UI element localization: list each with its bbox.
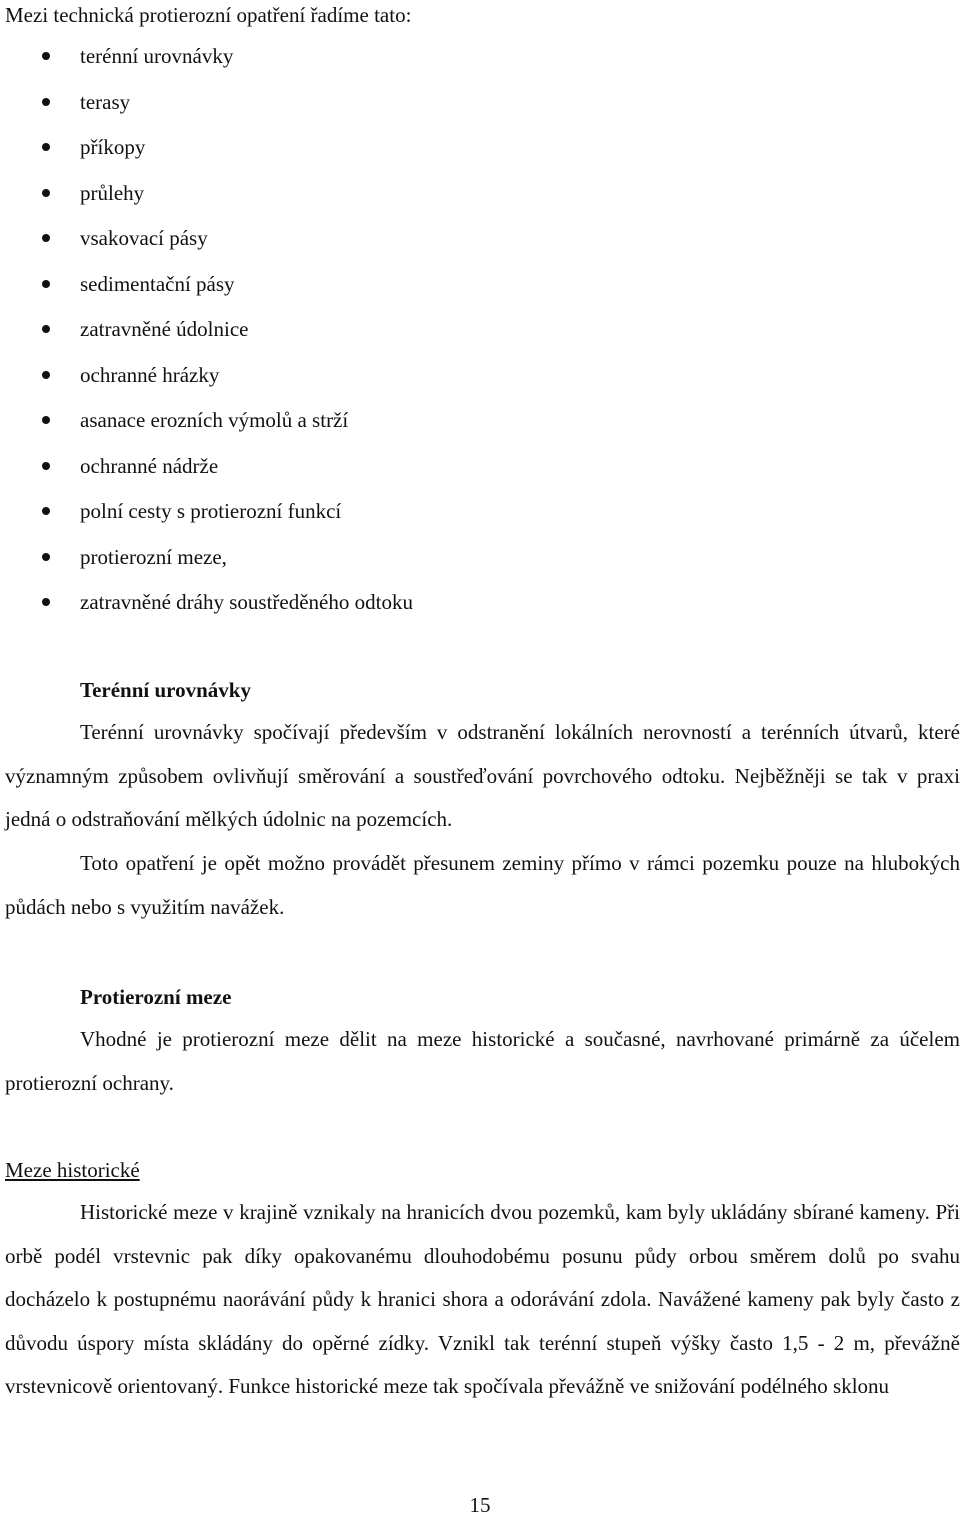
intro-text: Mezi technická protierozní opatření řadíme tato: (5, 3, 412, 27)
bullet-icon (42, 143, 50, 151)
bullet-icon (42, 598, 50, 606)
list-item: příkopy (0, 134, 413, 180)
measures-list (0, 43, 413, 635)
bullet-icon (42, 280, 50, 288)
list-item: sedimentační pásy (0, 271, 413, 317)
list-item: vsakovací pásy (0, 225, 413, 271)
bullet-icon (42, 234, 50, 242)
bullet-icon (42, 189, 50, 197)
page-number: 15 (469, 1493, 491, 1517)
bullet-icon (42, 325, 50, 333)
bullet-icon (42, 52, 50, 60)
list-item: protierozní meze, (0, 544, 413, 590)
paragraph-terenni-2: Toto opatření je opět možno provádět přesunem zeminy přímo v rámci pozemku pouze na hlubokých půdách nebo s využitím navážek. (5, 851, 960, 919)
section-heading-historicke: Meze historické (5, 1158, 140, 1182)
list-item: polní cesty s protierozní funkcí (0, 498, 413, 544)
bullet-icon (42, 416, 50, 424)
list-item: zatravněné údolnice (0, 316, 413, 362)
list-item: ochranné hrázky (0, 362, 413, 408)
paragraph-terenni-1: Terénní urovnávky spočívají především v odstranění lokálních nerovností a terénních útvarů, které významným způsobem ovlivňují směrování a soustřeďování povrchového odtoku. Nejběžněji se tak v praxi jedná o odstraňování mělkých údolnic na pozemcích. (5, 720, 960, 831)
bullet-icon (42, 553, 50, 561)
list-item: terasy (0, 89, 413, 135)
bullet-icon (42, 371, 50, 379)
list-item: ochranné nádrže (0, 453, 413, 499)
list-item: průlehy (0, 180, 413, 226)
section-heading-meze: Protierozní meze (80, 985, 232, 1009)
list-item: zatravněné dráhy soustředěného odtoku (0, 589, 413, 635)
paragraph-historicke: Historické meze v krajině vznikaly na hranicích dvou pozemků, kam byly ukládány sbírané kameny. Při orbě podél vrstevnic pak díky opakovanému dlouhodobému posunu půdy orbou směrem dolů po svahu docházelo k postupnému naorávání půdy k hranici shora a odorávání zdola. Navážené kameny pak byly často z důvodu úspory místa skládány do opěrné zídky. Vznikl tak terénní stupeň výšky často 1,5 - 2 m, převážně vrstevnicově orientovaný. Funkce historické meze tak spočívala převážně ve snižování podélného sklonu (5, 1200, 960, 1398)
paragraph-meze: Vhodné je protierozní meze dělit na meze historické a současné, navrhované primárně za účelem protierozní ochrany. (5, 1027, 960, 1095)
bullet-icon (42, 98, 50, 106)
section-heading-terenni: Terénní urovnávky (80, 678, 251, 702)
list-item: terénní urovnávky (0, 43, 413, 89)
bullet-icon (42, 507, 50, 515)
bullet-icon (42, 462, 50, 470)
list-item: asanace erozních výmolů a strží (0, 407, 413, 453)
